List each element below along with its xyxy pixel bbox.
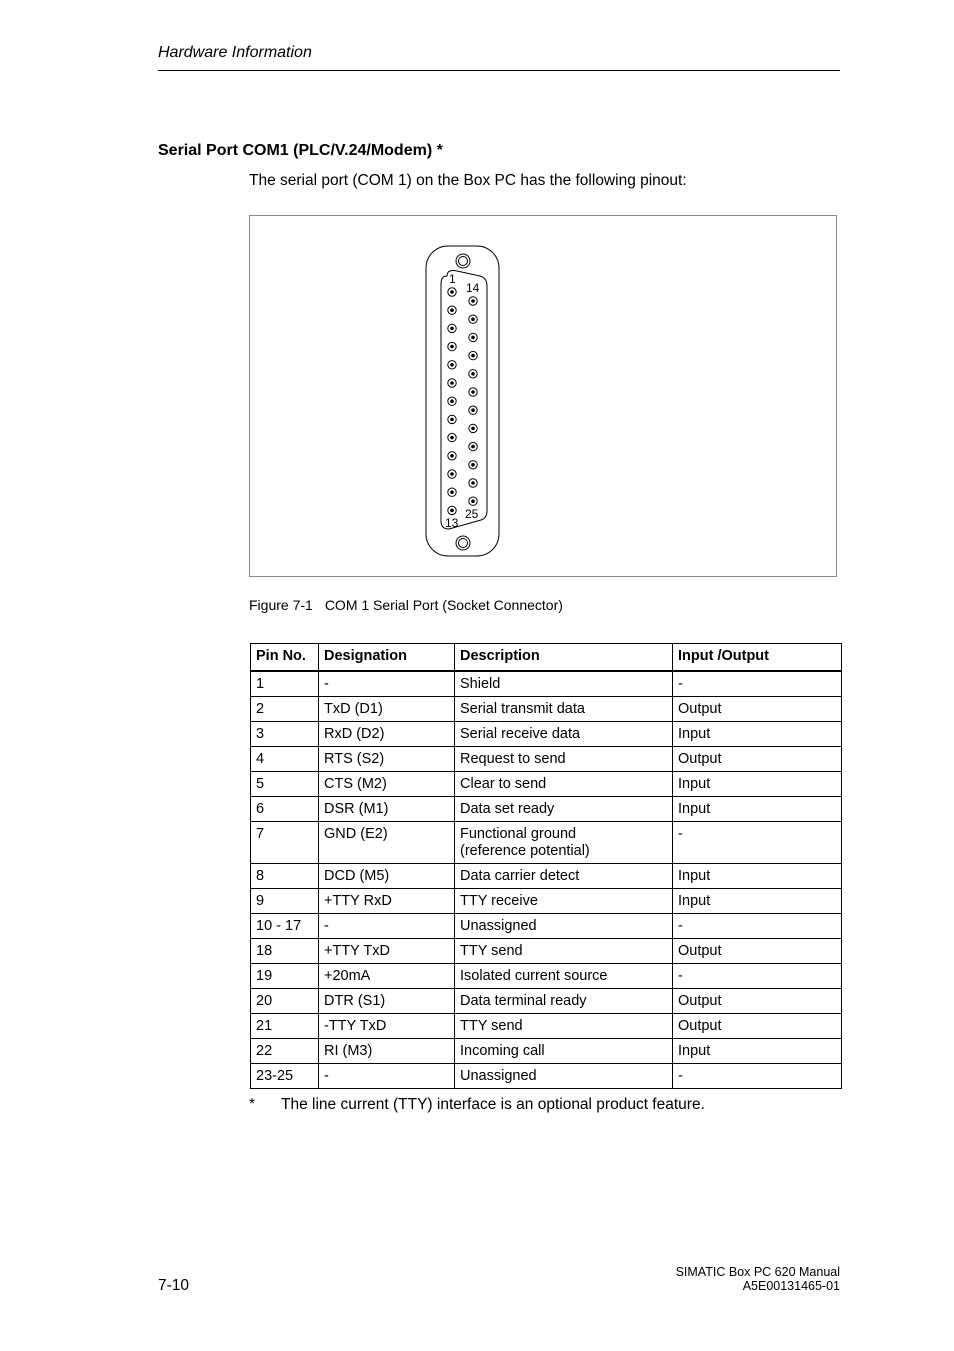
table-cell: - (673, 1064, 842, 1089)
table-cell: 18 (251, 939, 319, 964)
column-header: Description (455, 644, 673, 672)
table-cell: -TTY TxD (319, 1014, 455, 1039)
column-header: Pin No. (251, 644, 319, 672)
pin-label-first: 1 (449, 272, 456, 286)
connector-shell (426, 246, 499, 556)
pin-contact (450, 472, 454, 476)
table-row (251, 1064, 842, 1089)
pin-contact (450, 290, 454, 294)
pin-contact (450, 436, 454, 440)
order-number: A5E00131465-01 (742, 1279, 840, 1293)
footnote (249, 1096, 705, 1114)
table-cell: 6 (251, 797, 319, 822)
table-row (251, 722, 842, 747)
table-cell: 9 (251, 889, 319, 914)
mounting-hole-inner (459, 257, 468, 266)
section-title: Serial Port COM1 (PLC/V.24/Modem) * (158, 142, 443, 159)
table-cell: TTY receive (455, 889, 673, 914)
table-cell: RTS (S2) (319, 747, 455, 772)
pins-group (448, 288, 477, 515)
table-cell: Serial receive data (455, 722, 673, 747)
pin-contact (450, 327, 454, 331)
table-cell: RxD (D2) (319, 722, 455, 747)
table-row (251, 889, 842, 914)
table-cell: DSR (M1) (319, 797, 455, 822)
table-body (251, 671, 842, 1089)
table-cell: Input (673, 864, 842, 889)
pin-contact (471, 317, 475, 321)
table-cell: +TTY RxD (319, 889, 455, 914)
table-cell: Unassigned (455, 1064, 673, 1089)
table-row (251, 671, 842, 697)
table-cell: Input (673, 1039, 842, 1064)
table-cell: - (673, 671, 842, 697)
table-cell: Shield (455, 671, 673, 697)
table-cell: CTS (M2) (319, 772, 455, 797)
connector-outline (426, 246, 499, 556)
pin-contact (471, 463, 475, 467)
table-row (251, 989, 842, 1014)
table-row (251, 964, 842, 989)
mounting-hole-inner (459, 539, 468, 548)
pin-label-row2-last: 25 (465, 507, 479, 521)
table-cell: 5 (251, 772, 319, 797)
table-row (251, 747, 842, 772)
table-cell: 8 (251, 864, 319, 889)
footnote-text: The line current (TTY) interface is an optional product feature. (281, 1096, 705, 1113)
table-row (251, 697, 842, 722)
table-cell: Data set ready (455, 797, 673, 822)
table-cell: - (319, 1064, 455, 1089)
table-cell: Output (673, 1014, 842, 1039)
table-row (251, 914, 842, 939)
table-cell: TxD (D1) (319, 697, 455, 722)
table-cell: Serial transmit data (455, 697, 673, 722)
table-row (251, 797, 842, 822)
caption-number: Figure 7-1 (249, 597, 313, 613)
table-row (251, 1014, 842, 1039)
db25-connector-diagram (250, 216, 838, 578)
pin-contact (450, 509, 454, 513)
table-cell: Output (673, 747, 842, 772)
pin-contact (471, 299, 475, 303)
pin-contact (450, 363, 454, 367)
table-row (251, 864, 842, 889)
table-cell: - (319, 914, 455, 939)
table-cell: Output (673, 697, 842, 722)
footer-manual-info (676, 1265, 840, 1293)
pin-contact (450, 345, 454, 349)
table-cell: GND (E2) (319, 822, 455, 864)
table-cell: Input (673, 889, 842, 914)
table-cell: +TTY TxD (319, 939, 455, 964)
footnote-marker: * (249, 1096, 256, 1113)
pin-contact (471, 499, 475, 503)
caption-text: COM 1 Serial Port (Socket Connector) (324, 597, 563, 613)
table-cell: 2 (251, 697, 319, 722)
table-cell: 7 (251, 822, 319, 864)
pin-contact (471, 354, 475, 358)
pin-contact (471, 445, 475, 449)
table-row (251, 822, 842, 864)
table-cell: Unassigned (455, 914, 673, 939)
table-cell: Isolated current source (455, 964, 673, 989)
running-header: Hardware Information (158, 44, 312, 61)
table-row (251, 939, 842, 964)
table-cell: Data terminal ready (455, 989, 673, 1014)
column-header: Designation (319, 644, 455, 672)
table-cell: 23-25 (251, 1064, 319, 1089)
table-cell: Incoming call (455, 1039, 673, 1064)
page-number: 7-10 (158, 1277, 190, 1294)
table-cell: DCD (M5) (319, 864, 455, 889)
intro-paragraph: The serial port (COM 1) on the Box PC has the following pinout: (249, 172, 687, 189)
table-cell: Output (673, 989, 842, 1014)
table-cell: +20mA (319, 964, 455, 989)
table-cell: 3 (251, 722, 319, 747)
table-cell: Functional ground (reference potential) (455, 822, 673, 864)
table-cell: 19 (251, 964, 319, 989)
pin-contact (450, 381, 454, 385)
table-cell: 20 (251, 989, 319, 1014)
table-cell: Data carrier detect (455, 864, 673, 889)
pin-contact (471, 408, 475, 412)
pin-contact (471, 336, 475, 340)
table-cell: 1 (251, 671, 319, 697)
table-row (251, 1039, 842, 1064)
pinout-table (250, 643, 842, 1089)
table-cell: 4 (251, 747, 319, 772)
column-header: Input /Output (673, 644, 842, 672)
table-cell: TTY send (455, 1014, 673, 1039)
pin-contact (471, 481, 475, 485)
table-cell: DTR (S1) (319, 989, 455, 1014)
table-cell: Output (673, 939, 842, 964)
table-row (251, 772, 842, 797)
pin-contact (471, 372, 475, 376)
table-cell: Input (673, 772, 842, 797)
pin-contact (471, 390, 475, 394)
table-cell: RI (M3) (319, 1039, 455, 1064)
manual-title: SIMATIC Box PC 620 Manual (675, 1265, 840, 1279)
table-header-row (251, 644, 842, 672)
pin-contact (450, 418, 454, 422)
pin-label-last: 13 (445, 516, 459, 530)
table-cell: 10 - 17 (251, 914, 319, 939)
figure-caption (249, 597, 563, 613)
pin-contact (450, 399, 454, 403)
pin-contact (471, 427, 475, 431)
table-cell: - (319, 671, 455, 697)
connector-figure (249, 215, 837, 577)
table-cell: TTY send (455, 939, 673, 964)
pin-contact (450, 454, 454, 458)
table-cell: 21 (251, 1014, 319, 1039)
pin-contact (450, 308, 454, 312)
table-cell: 22 (251, 1039, 319, 1064)
table-cell: Request to send (455, 747, 673, 772)
table-cell: - (673, 822, 842, 864)
table-cell: Clear to send (455, 772, 673, 797)
pin-contact (450, 490, 454, 494)
table-cell: Input (673, 797, 842, 822)
table-cell: Input (673, 722, 842, 747)
table-cell: - (673, 914, 842, 939)
table-cell: - (673, 964, 842, 989)
header-rule (158, 70, 840, 71)
pin-label-row2-first: 14 (466, 281, 480, 295)
